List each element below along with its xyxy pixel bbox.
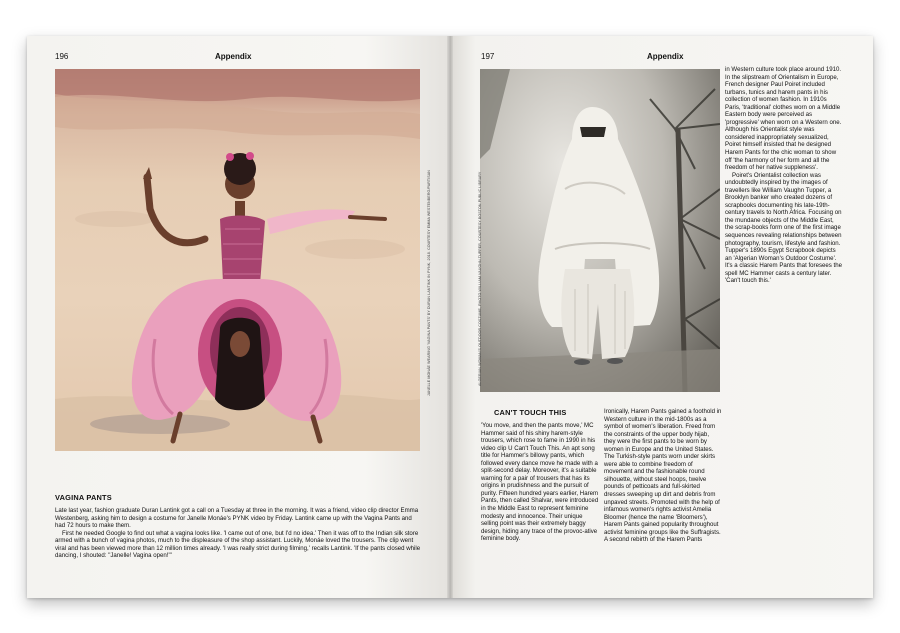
paragraph: in Western culture took place around 1910. In the slipstream of Orientalism in Europe, French designer Paul Poiret included turbans, tunics and harem pants in his collection of women fashion. In 1910s Paris, 'traditional' clothes worn on a Middle Eastern body were perceived as 'progressive' when worn on a Western one. Although his Orientalist style was considered inappropriately sexualized, Poiret himself insisted that he designed Harem Pants for the chic woman to show off 'the harmony of her form and all the freedom of her native suppleness'.: [725, 66, 842, 172]
veiled-woman-illustration: [480, 69, 720, 392]
section-title: CAN'T TOUCH THIS: [494, 408, 567, 417]
janelle-monae-photo: [55, 69, 420, 451]
paragraph: Ironically, Harem Pants gained a foothold in Western culture in the mid-1800s as a symbol of women's liberation. Freed from the constraints of the upper body hijab, they were the first pants to be worn by women in Europe and the United States. The Turkish-style pants worn under skirts were able to combine freedom of movement and the fashionable round silhouette, without steel hoops, twelve pounds of petticoats and full-skirted dresses sweeping up dirt and debris from unpaved streets. Promoted with the help of infamous women's rights activist Amelia Bloomer (hence the name 'Bloomers'), Harem Pants gained popularity throughout activist feminine groups like the Suffragists. A second rebirth of the Harem Pants: [604, 408, 722, 544]
photo-credit: ALGERIAN WOMAN'S OUTDOOR COSTUME, PHOTO WILLIAM VAUGHN TUPPER, COURTESY BOSTON PUBLIC LIBRARY: [478, 171, 482, 386]
magazine-spread: [27, 36, 873, 598]
page-number: 197: [481, 52, 495, 61]
paragraph: Poiret's Orientalist collection was undoubtedly inspired by the images of travellers like William Vaughn Tupper, a Brooklyn banker who created dozens of scrapbooks documenting his late-19th-century travels to North Africa. Focusing on the mundane objects of the Middle East, the scrap-books form one of the first image sequences revealing relationships between photography, tourism, lifestyle and fashion. Tupper's 1890s Egypt Scrapbook depicts an 'Algerian Woman's Outdoor Costume'. It's a classic Harem Pants that foresees the spell MC Hammer casts a century later. 'Can't touch this.': [725, 171, 842, 285]
article-column-3: [725, 66, 843, 285]
running-head: Appendix: [647, 52, 684, 61]
algerian-woman-photo: [480, 69, 720, 392]
right-page: [450, 36, 873, 598]
paragraph: 'You move, and then the pants move,' MC Hammer said of his shiny harem-style trousers, which rose to fame in 1990 in his video clip U Can't Touch This. An apt song title for Hammer's billowy pants, which followed every dance move he made with a split-second delay. Moreover, it's a suitable warning for a pair of trousers that has its origins in prudishness and the pursuit of purity. Fifteen hundred years earlier, Harem Pants, then called Shalvar, were introduced in the Middle East to represent feminine modesty and innocence. Their unique selling point was their extremely baggy design, hiding any trace of the provoc-ative feminine body.: [481, 422, 599, 543]
photo-credit: JANELLE MONÁE WEARING 'VAGINA PANTS' BY DURAN LANTINK IN PYNK, 2018. COURTESY EMMA WESTENBERG/PARTISAN: [427, 170, 431, 396]
section-title: VAGINA PANTS: [55, 493, 112, 502]
page-number: 196: [55, 52, 69, 61]
left-page: [27, 36, 450, 598]
article-body: [55, 507, 421, 560]
desert-scene-illustration: [55, 69, 420, 451]
paragraph: Late last year, fashion graduate Duran Lantink got a call on a Tuesday at three in the morning. It was a friend, video clip director Emma Westenberg, asking him to design a costume for Janelle Monáe's PYNK video by Friday. Lantink came up with the Vagina Pants and had 72 hours to make them.: [55, 507, 419, 530]
article-column-1: [481, 422, 599, 543]
running-head: Appendix: [215, 52, 252, 61]
paragraph: First he needed Google to find out what a vagina looks like. 'I came out of one, but I'd no idea.' Then it was off to the Indian silk store armed with a bunch of vagina photos, much to the displeasure of the shop assistant. Luckily, Monáe loved the trousers. The clip went viral and has been viewed more than 12 million times already. 'I was really strict during filming,' recalls Lantink. 'If the pants closed while dancing, I shouted: "Janelle! Vagina open!"': [55, 529, 421, 560]
spine-gutter: [447, 36, 453, 598]
article-column-2: [604, 408, 722, 544]
